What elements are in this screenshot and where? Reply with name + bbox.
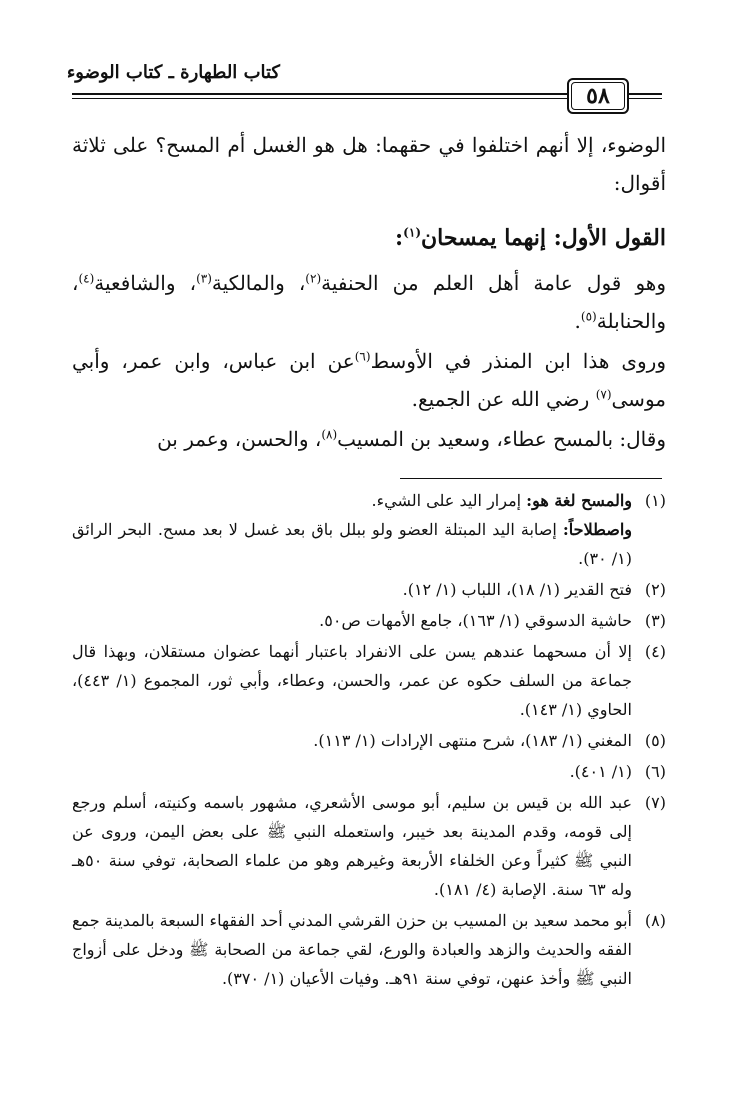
page-number-box xyxy=(567,78,629,114)
main-text xyxy=(72,126,666,202)
footnote-ref-8[interactable]: (٨) xyxy=(321,427,338,442)
heading-colon: : xyxy=(395,225,404,251)
paragraph-schools xyxy=(72,264,666,340)
text: رضي الله عن الجميع. xyxy=(411,387,596,411)
footnote-ref-1[interactable]: (١) xyxy=(403,225,421,240)
footnote-number: (٤) xyxy=(644,642,666,661)
footnote-ref-2[interactable]: (٢) xyxy=(305,271,322,286)
text: وروى هذا ابن المنذر في الأوسط xyxy=(370,349,666,373)
header-rule-left xyxy=(72,93,567,95)
footnote-7 xyxy=(72,788,666,904)
footnote-number: (٣) xyxy=(644,611,666,630)
footnote-ref-6[interactable]: (٦) xyxy=(354,349,371,364)
text: ، والحنابلة xyxy=(72,271,666,333)
text: وهو قول عامة أهل العلم من الحنفية xyxy=(321,271,666,295)
heading-text: القول الأول: إنهما يمسحان xyxy=(421,225,666,251)
footnote-5 xyxy=(72,726,666,755)
text: ، والمالكية xyxy=(211,271,306,295)
footnote-4 xyxy=(72,637,666,724)
footnote-text: حاشية الدسوقي (١/ ١٦٣)، جامع الأمهات ص٥٠. xyxy=(319,611,632,630)
header-rule-left-2 xyxy=(72,98,567,99)
text: وقال: بالمسح عطاء، وسعيد بن المسيب xyxy=(337,427,666,451)
footnote-text: عبد الله بن قيس بن سليم، أبو موسى الأشعري، مشهور باسمه وكنيته، أسلم ورجع إلى قومه، وقدم المدينة بعد خيبر، واستعمله النبي ﷺ على بعض اليمن، وروى عن النبي ﷺ كثيراً وعن الخلفاء الأربعة وغيرهم وهو من علماء الصحابة، توفي سنة ٥٠هـ وله ٦٣ سنة. الإصابة (٤/ ١٨١). xyxy=(72,793,632,899)
footnote-text: (١/ ٤٠١). xyxy=(569,762,632,781)
footnotes xyxy=(72,486,666,995)
footnote-text: أبو محمد سعيد بن المسيب بن حزن القرشي المدني أحد الفقهاء السبعة بالمدينة جمع الفقه والحديث والزهد والعبادة والورع، لقي جماعة من الصحابة ﷺ ودخل على أزواج النبي ﷺ وأخذ عنهن، توفي سنة ٩١هـ. وفيات الأعيان (١/ ٣٧٠). xyxy=(72,911,632,988)
footnote-ref-7[interactable]: (٧) xyxy=(595,387,612,402)
text: عن ابن عباس، وابن عمر، وأبي موسى xyxy=(72,349,666,411)
footnote-text: إلا أن مسحهما عندهم يسن على الانفراد باعتبار أنهما عضوان مستقلان، وبهذا قال جماعة من السلف حكوه عن عمر، والحسن، وعطاء، وأبي ثور، المجموع (١/ ٤٤٣)، الحاوي (١/ ١٤٣). xyxy=(72,642,632,719)
footnote-text: إصابة اليد المبتلة العضو ولو ببلل باق بعد غسل لا بعد مسح. البحر الرائق (١/ ٣٠). xyxy=(72,520,632,568)
paragraph-narration xyxy=(72,342,666,418)
footnote-2 xyxy=(72,575,666,604)
section-heading xyxy=(72,218,666,258)
footnote-separator xyxy=(400,478,662,479)
footnote-text: المغني (١/ ١٨٣)، شرح منتهى الإرادات (١/ ١١٣). xyxy=(313,731,632,750)
footnote-text: فتح القدير (١/ ١٨)، اللباب (١/ ١٢). xyxy=(402,580,632,599)
text: ، والشافعية xyxy=(94,271,197,295)
paragraph-block-2 xyxy=(72,264,666,340)
footnote-number: (٨) xyxy=(644,911,666,930)
text: . xyxy=(574,309,581,333)
footnote-ref-3[interactable]: (٣) xyxy=(196,271,212,286)
footnote-number: (٥) xyxy=(644,731,666,750)
footnote-3 xyxy=(72,606,666,635)
running-header-title: كتاب الطهارة ـ كتاب الوضوء xyxy=(66,62,280,83)
paragraph-block-3 xyxy=(72,342,666,418)
footnote-ref-4[interactable]: (٤) xyxy=(78,271,95,286)
page-number: ٥٨ xyxy=(586,83,610,109)
header-rule-right xyxy=(629,93,662,95)
header-rule-right-2 xyxy=(629,98,662,99)
footnote-number: (٢) xyxy=(644,580,666,599)
text: ، والحسن، وعمر بن xyxy=(157,427,322,451)
footnote-6 xyxy=(72,757,666,786)
footnote-term: والمسح لغة هو: xyxy=(526,491,632,510)
footnote-number: (١) xyxy=(644,491,666,510)
footnote-ref-5[interactable]: (٥) xyxy=(580,309,597,324)
paragraph-continuation xyxy=(72,420,666,458)
paragraph-intro: الوضوء، إلا أنهم اختلفوا في حقهما: هل هو الغسل أم المسح؟ على ثلاثة أقوال: xyxy=(72,133,666,195)
footnote-text: إمرار اليد على الشيء. xyxy=(371,491,527,510)
section-heading-block xyxy=(72,218,666,258)
footnote-8 xyxy=(72,906,666,993)
footnote-number: (٦) xyxy=(644,762,666,781)
footnote-1 xyxy=(72,486,666,573)
footnote-number: (٧) xyxy=(644,793,666,812)
footnote-term: واصطلاحاً: xyxy=(562,520,632,539)
paragraph-block-4 xyxy=(72,420,666,458)
